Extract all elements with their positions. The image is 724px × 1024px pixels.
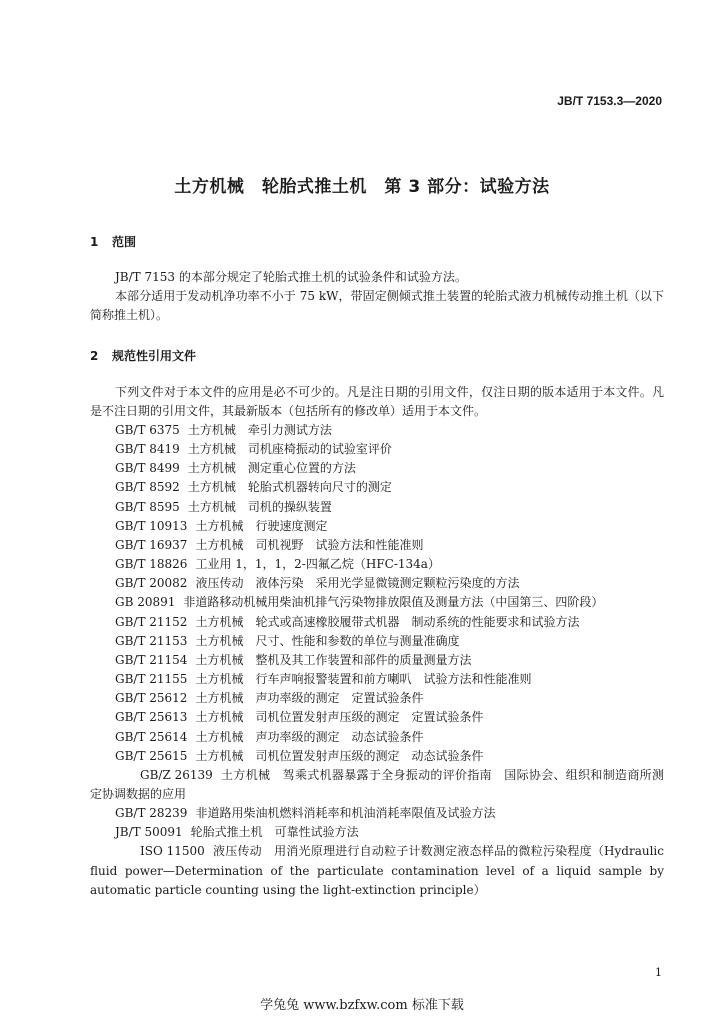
reference-item xyxy=(90,459,664,478)
reference-code: GB/T 28239 xyxy=(115,806,188,821)
reference-item xyxy=(90,421,664,440)
reference-item xyxy=(90,632,664,651)
reference-code: JB/T 50091 xyxy=(115,825,183,840)
section-2-heading xyxy=(90,347,196,364)
reference-code: GB/T 20082 xyxy=(115,576,188,591)
reference-item xyxy=(90,670,664,689)
reference-item xyxy=(90,498,664,517)
reference-title: 轮胎式推土机 可靠性试验方法 xyxy=(190,825,359,840)
reference-title: 土方机械 司机视野 试验方法和性能准则 xyxy=(195,537,424,552)
reference-title: 土方机械 司机位置发射声压级的测定 定置试验条件 xyxy=(195,710,484,725)
reference-title: 液压传动 用消光原理进行自动粒子计数测定液态样品的微粒污染程度（Hydraulic fluid power—Determination of the particulate contamination level of a liquid sample by automatic particle counting using the light-extinction principle） xyxy=(90,844,664,897)
reference-item xyxy=(90,823,664,842)
reference-list xyxy=(90,421,664,900)
reference-title: 液压传动 液体污染 采用光学显微镜测定颗粒污染度的方法 xyxy=(195,576,520,591)
scope-paragraph-1: JB/T 7153 的本部分规定了轮胎式推土机的试验条件和试验方法。 xyxy=(115,270,467,284)
reference-item xyxy=(90,689,664,708)
reference-code: GB/T 16937 xyxy=(115,537,188,552)
reference-code: ISO 11500 xyxy=(140,844,205,859)
scope-paragraph-2: 本部分适用于发动机净功率不小于 75 kW，带固定侧倾式推土装置的轮胎式液力机械传动推土机（以下简称推土机）。 xyxy=(90,289,664,322)
reference-title: 土方机械 整机及其工作装置和部件的质量测量方法 xyxy=(195,652,472,667)
reference-title: 土方机械 行驶速度测定 xyxy=(195,518,328,533)
reference-item xyxy=(90,842,664,899)
reference-code: GB/T 21155 xyxy=(115,672,188,687)
reference-title: 土方机械 行车声响报警装置和前方喇叭 试验方法和性能准则 xyxy=(195,672,532,687)
section-1-heading xyxy=(90,233,136,250)
section-title: 范围 xyxy=(112,235,137,249)
reference-code: GB/T 25612 xyxy=(115,691,188,706)
document-title: 土方机械 轮胎式推土机 第 3 部分：试验方法 xyxy=(174,177,550,197)
reference-code: GB/T 25615 xyxy=(115,748,188,763)
reference-code: GB/T 21153 xyxy=(115,633,188,648)
section-title: 规范性引用文件 xyxy=(112,349,197,363)
reference-title: 土方机械 轮式或高速橡胶履带式机器 制动系统的性能要求和试验方法 xyxy=(195,614,580,629)
reference-title: 土方机械 驾乘式机器暴露于全身振动的评价指南 国际协会、组织和制造商所测定协调数据的应用 xyxy=(90,767,664,801)
reference-code: GB/T 8499 xyxy=(115,461,180,476)
reference-item xyxy=(90,766,664,804)
reference-code: GB/T 8595 xyxy=(115,499,180,514)
reference-code: GB/T 18826 xyxy=(115,557,188,572)
reference-item xyxy=(90,804,664,823)
reference-title: 土方机械 尺寸、性能和参数的单位与测量准确度 xyxy=(195,633,460,648)
reference-item xyxy=(90,747,664,766)
reference-code: GB/T 6375 xyxy=(115,423,180,437)
reference-code: GB/T 10913 xyxy=(115,518,188,533)
reference-item xyxy=(90,478,664,497)
reference-title: 土方机械 轮胎式机器转向尺寸的测定 xyxy=(187,480,392,495)
reference-item xyxy=(90,517,664,536)
reference-title: 土方机械 司机的操纵装置 xyxy=(187,499,332,514)
reference-item xyxy=(90,536,664,555)
standard-code: JB/T 7153.3—2020 xyxy=(557,94,662,108)
reference-title: 土方机械 司机座椅振动的试验室评价 xyxy=(187,442,392,457)
reference-item xyxy=(90,613,664,632)
reference-title: 土方机械 牵引力测试方法 xyxy=(187,423,332,437)
reference-title: 土方机械 声功率级的测定 动态试验条件 xyxy=(195,729,424,744)
reference-item xyxy=(90,555,664,574)
reference-title: 土方机械 司机位置发射声压级的测定 动态试验条件 xyxy=(195,748,484,763)
reference-code: GB/T 8419 xyxy=(115,442,180,457)
reference-code: GB/T 25614 xyxy=(115,729,188,744)
reference-item xyxy=(90,593,664,612)
reference-item xyxy=(90,708,664,727)
section-number: 1 xyxy=(90,235,99,249)
reference-title: 工业用 1，1，1，2-四氟乙烷（HFC-134a） xyxy=(195,557,440,572)
reference-title: 土方机械 测定重心位置的方法 xyxy=(187,461,356,476)
references-intro: 下列文件对于本文件的应用是必不可少的。凡是注日期的引用文件，仅注日期的版本适用于本文件。凡是不注日期的引用文件，其最新版本（包括所有的修改单）适用于本文件。 xyxy=(90,385,664,418)
reference-code: GB/T 25613 xyxy=(115,710,188,725)
reference-item xyxy=(90,728,664,747)
reference-title: 非道路用柴油机燃料消耗率和机油消耗率限值及试验方法 xyxy=(195,806,496,821)
reference-title: 土方机械 声功率级的测定 定置试验条件 xyxy=(195,691,424,706)
reference-code: GB/T 21152 xyxy=(115,614,188,629)
page-number: 1 xyxy=(655,966,662,979)
reference-code: GB/T 21154 xyxy=(115,652,188,667)
footer-watermark: 学兔兔 www.bzfxw.com 标准下载 xyxy=(260,998,464,1013)
reference-item xyxy=(90,574,664,593)
reference-code: GB/T 8592 xyxy=(115,480,180,495)
reference-item xyxy=(90,440,664,459)
reference-item xyxy=(90,651,664,670)
section-number: 2 xyxy=(90,349,99,363)
reference-code: GB/Z 26139 xyxy=(140,767,213,782)
reference-code: GB 20891 xyxy=(115,595,176,610)
reference-title: 非道路移动机械用柴油机排气污染物排放限值及测量方法（中国第三、四阶段） xyxy=(183,595,604,610)
